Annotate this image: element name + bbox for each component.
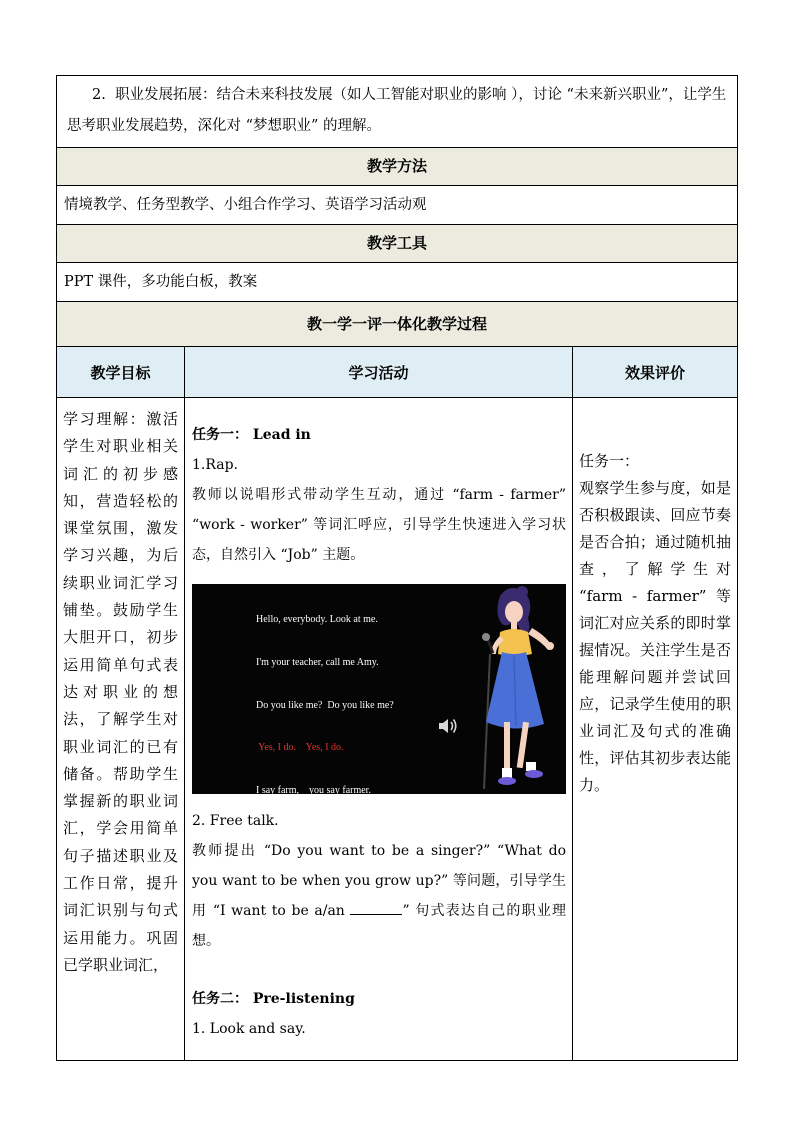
task1-title: 任务一： Lead in: [192, 427, 311, 443]
lyric-line: Hello, everybody. Look at me.: [256, 614, 378, 626]
tools-content: PPT 课件，多功能白板，教案: [57, 263, 737, 302]
process-column-headers: [57, 347, 737, 398]
rap-slide-image: [192, 584, 566, 794]
lesson-plan-table: [56, 75, 738, 1061]
look-and-say-label: 1. Look and say.: [192, 1021, 306, 1037]
rap-lyrics: [256, 585, 394, 794]
lyric-line: I'm your teacher, call me Amy.: [256, 657, 379, 669]
activity-column-header: 学习活动: [185, 347, 573, 397]
singer-girl-illustration: [462, 584, 562, 794]
lyric-line: Yes, I do. Yes, I do.: [256, 742, 344, 754]
process-body: [57, 398, 737, 1060]
free-talk-description: 教师提出 “Do you want to be a singer?” “What do you want to be when you grow up?” 等问题，引导学生用 “I want to be a/an ” 句式表达自己的职业理想。: [192, 843, 567, 949]
goal-column-header: 教学目标: [57, 347, 185, 397]
methods-heading: 教学方法: [57, 148, 737, 186]
speaker-icon[interactable]: [437, 716, 459, 736]
evaluation-column-header: 效果评价: [624, 363, 685, 382]
free-talk-label: 2. Free talk.: [192, 813, 279, 829]
extension-text: 职业发展拓展：结合未来科技发展（如人工智能对职业的影响 ），讨论 “未来新兴职业”，让学生思考职业发展趋势，深化对 “梦想职业” 的理解。: [67, 87, 727, 134]
tools-heading: 教学工具: [57, 225, 737, 263]
answer-blank: [350, 902, 402, 915]
effect-evaluation: [573, 398, 737, 1060]
lyric-line: Do you like me? Do you like me?: [256, 699, 394, 711]
teaching-goals: 学习理解：激活学生对职业相关词汇的初步感知，营造轻松的课堂氛围，激发学习兴趣，为后续职业词汇学习铺垫。鼓励学生大胆开口，初步运用简单句式表达对职业的想法，了解学生对职业词汇的已有储备。帮助学生掌握新的职业词汇，学会用简单句子描述职业及工作日常，提升词汇识别与句式运用能力。巩固已学职业词汇，: [57, 398, 185, 1060]
eval-text: 观察学生参与度，如是否积极跟读、回应节奏是否合拍；通过随机抽查，了解学生对 “farm - farmer” 等词汇对应关系的即时掌握情况。关注学生是否能理解问题并尝试回应，记录学生使用的职业词汇及句式的准确性，评估其初步表达能力。: [579, 479, 731, 794]
task2-title: 任务二： Pre-listening: [192, 991, 355, 1007]
rap-description: 教师以说唱形式带动学生互动，通过 “farm - farmer” “work - worker” 等词汇呼应，引导学生快速进入学习状态，自然引入 “Job” 主题。: [192, 487, 566, 563]
extension-number: 2.: [92, 87, 106, 103]
process-heading: 教一学一评一体化教学过程: [57, 302, 737, 347]
learning-activities: [185, 398, 573, 1060]
extension-row: [57, 76, 737, 148]
methods-content: 情境教学、任务型教学、小组合作学习、英语学习活动观: [57, 186, 737, 225]
rap-label: 1.Rap.: [192, 457, 238, 473]
lyric-line: I say farm, you say farmer.: [256, 784, 371, 794]
eval-task-label: 任务一：: [579, 452, 640, 470]
